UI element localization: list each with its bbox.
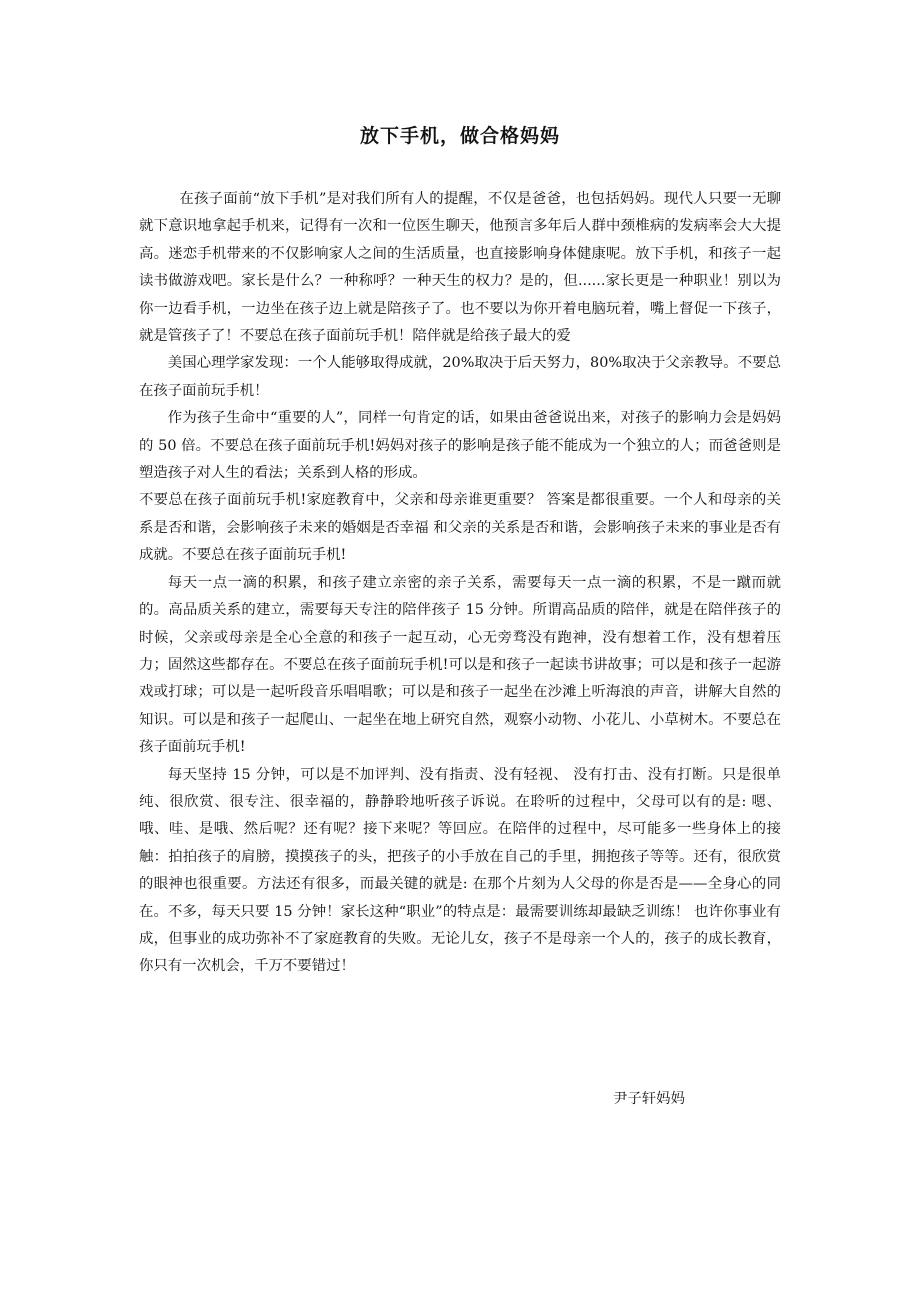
document-title: 放下手机，做合格妈妈	[359, 125, 560, 147]
paragraph-6: 每天坚持 15 分钟，可以是不加评判、没有指责、没有轻视、 没有打击、没有打断。只是很单纯、很欣赏、很专注、很幸福的，静静聆地听孩子诉说。在聆听的过程中，父母可以有的是: 嗯、哦、哇、是哦、然后呢？还有呢？接下来呢？等回应。在陪伴的过程中，尽可能多一些身体上的接触：拍拍孩子的肩膀，摸摸孩子的头，把孩子的小手放在自己的手里，拥抱孩子等等。还有，很欣赏的眼神也很重要。方法还有很多，而最关键的就是: 在那个片刻为人父母的你是否是——全身心的同在。不多，每天只要 15 分钟！家长这种“职业”的特点是：最需要训练却最缺乏训练！ 也许你事业有成，但事业的成功弥补不了家庭教育的失败。无论儿女，孩子不是母亲一个人的，孩子的成长教育，你只有一次机会，千万不要错过！	[139, 766, 781, 975]
paragraph-3: 作为孩子生命中“重要的人”，同样一句肯定的话，如果由爸爸说出来，对孩子的影响力会是妈妈的 50 倍。不要总在孩子面前玩手机!妈妈对孩子的影响是孩子能不能成为一个独立的人；而爸爸则是塑造孩子对人生的看法；关系到人格的形成。	[139, 410, 781, 482]
document-body	[139, 186, 781, 981]
paragraph-2: 美国心理学家发现：一个人能够取得成就，20%取决于后天努力，80%取决于父亲教导。不要总在孩子面前玩手机！	[139, 355, 781, 399]
paragraph-1: 在孩子面前“放下手机”是对我们所有人的提醒，不仅是爸爸，也包括妈妈。现代人只要一无聊就下意识地拿起手机来，记得有一次和一位医生聊天，他预言多年后人群中颈椎病的发病率会大大提高。迷恋手机带来的不仅影响家人之间的生活质量，也直接影响身体健康呢。放下手机，和孩子一起读书做游戏吧。家长是什么？一种称呼？一种天生的权力？是的，但......家长更是一种职业！别以为你一边看手机，一边坐在孩子边上就是陪孩子了。也不要以为你开着电脑玩着，嘴上督促一下孩子，就是管孩子了！不要总在孩子面前玩手机！陪伴就是给孩子最大的爱	[139, 191, 781, 345]
paragraph-5: 每天一点一滴的积累，和孩子建立亲密的亲子关系，需要每天一点一滴的积累，不是一蹴而就的。高品质关系的建立，需要每天专注的陪伴孩子 15 分钟。所谓高品质的陪伴，就是在陪伴孩子的时候，父亲或母亲是全心全意的和孩子一起互动，心无旁骛没有跑神，没有想着工作，没有想着压力；固然这些都存在。不要总在孩子面前玩手机!可以是和孩子一起读书讲故事；可以是和孩子一起游戏或打球；可以是一起听段音乐唱唱歌；可以是和孩子一起坐在沙滩上听海浪的声音，讲解大自然的知识。可以是和孩子一起爬山、一起坐在地上研究自然，观察小动物、小花儿、小草树木。不要总在孩子面前玩手机!	[139, 574, 781, 756]
paragraph-4: 不要总在孩子面前玩手机!家庭教育中，父亲和母亲谁更重要？ 答案是都很重要。一个人和母亲的关系是否和谐，会影响孩子未来的婚姻是否幸福 和父亲的关系是否和谐，会影响孩子未来的事业是否有成就。不要总在孩子面前玩手机!	[139, 492, 781, 564]
signature: 尹子轩妈妈	[613, 1091, 685, 1107]
